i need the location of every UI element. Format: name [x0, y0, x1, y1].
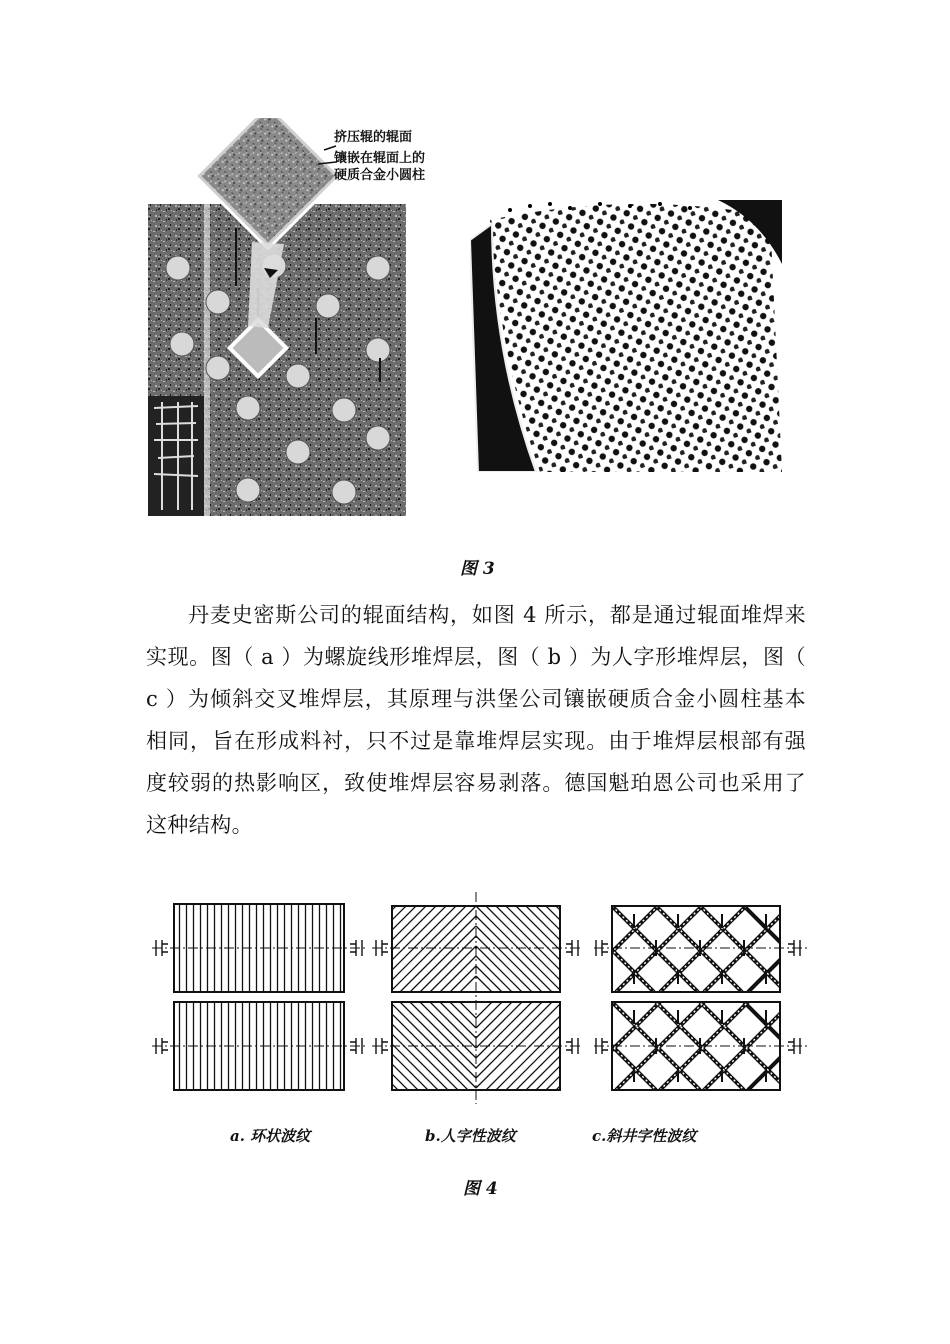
panel-a-ring-pattern: [148, 888, 370, 1120]
subcaption-b: b.人字性波纹: [425, 1127, 516, 1145]
subcaption-a: a. 环状波纹: [230, 1127, 311, 1145]
subcaption-c: c.斜井字性波纹: [592, 1127, 697, 1145]
figure4-caption: 图 4: [463, 1179, 498, 1199]
callout-carbide-studs: 硬质合金小圆柱: [334, 168, 426, 183]
figure3-caption: 图 3: [460, 559, 495, 579]
callout-embedded-on-surface: 镶嵌在辊面上的: [334, 151, 426, 166]
body-paragraph: [146, 594, 806, 846]
panel-b-herringbone-pattern: [370, 888, 592, 1120]
paragraph-text: 丹麦史密斯公司的辊面结构，如图 4 所示，都是通过辊面堆焊来实现。图（ a ）为螺旋线形堆焊层，图（ b ）为人字形堆焊层，图（ c ）为倾斜交叉堆焊层，其原理与洪堡公司镶嵌硬质合金小圆柱基本相同，旨在形成料衬，只不过是靠堆焊层实现。由于堆焊层根部有强度较弱的热影响区，致使堆焊层容易剥落。德国魁珀恩公司也采用了这种结构。: [146, 603, 806, 837]
roller-studs-photo: [470, 200, 782, 472]
panel-c-crosshatch-pattern: [592, 888, 814, 1120]
callout-roller-surface: 挤压辊的辊面: [334, 130, 413, 145]
